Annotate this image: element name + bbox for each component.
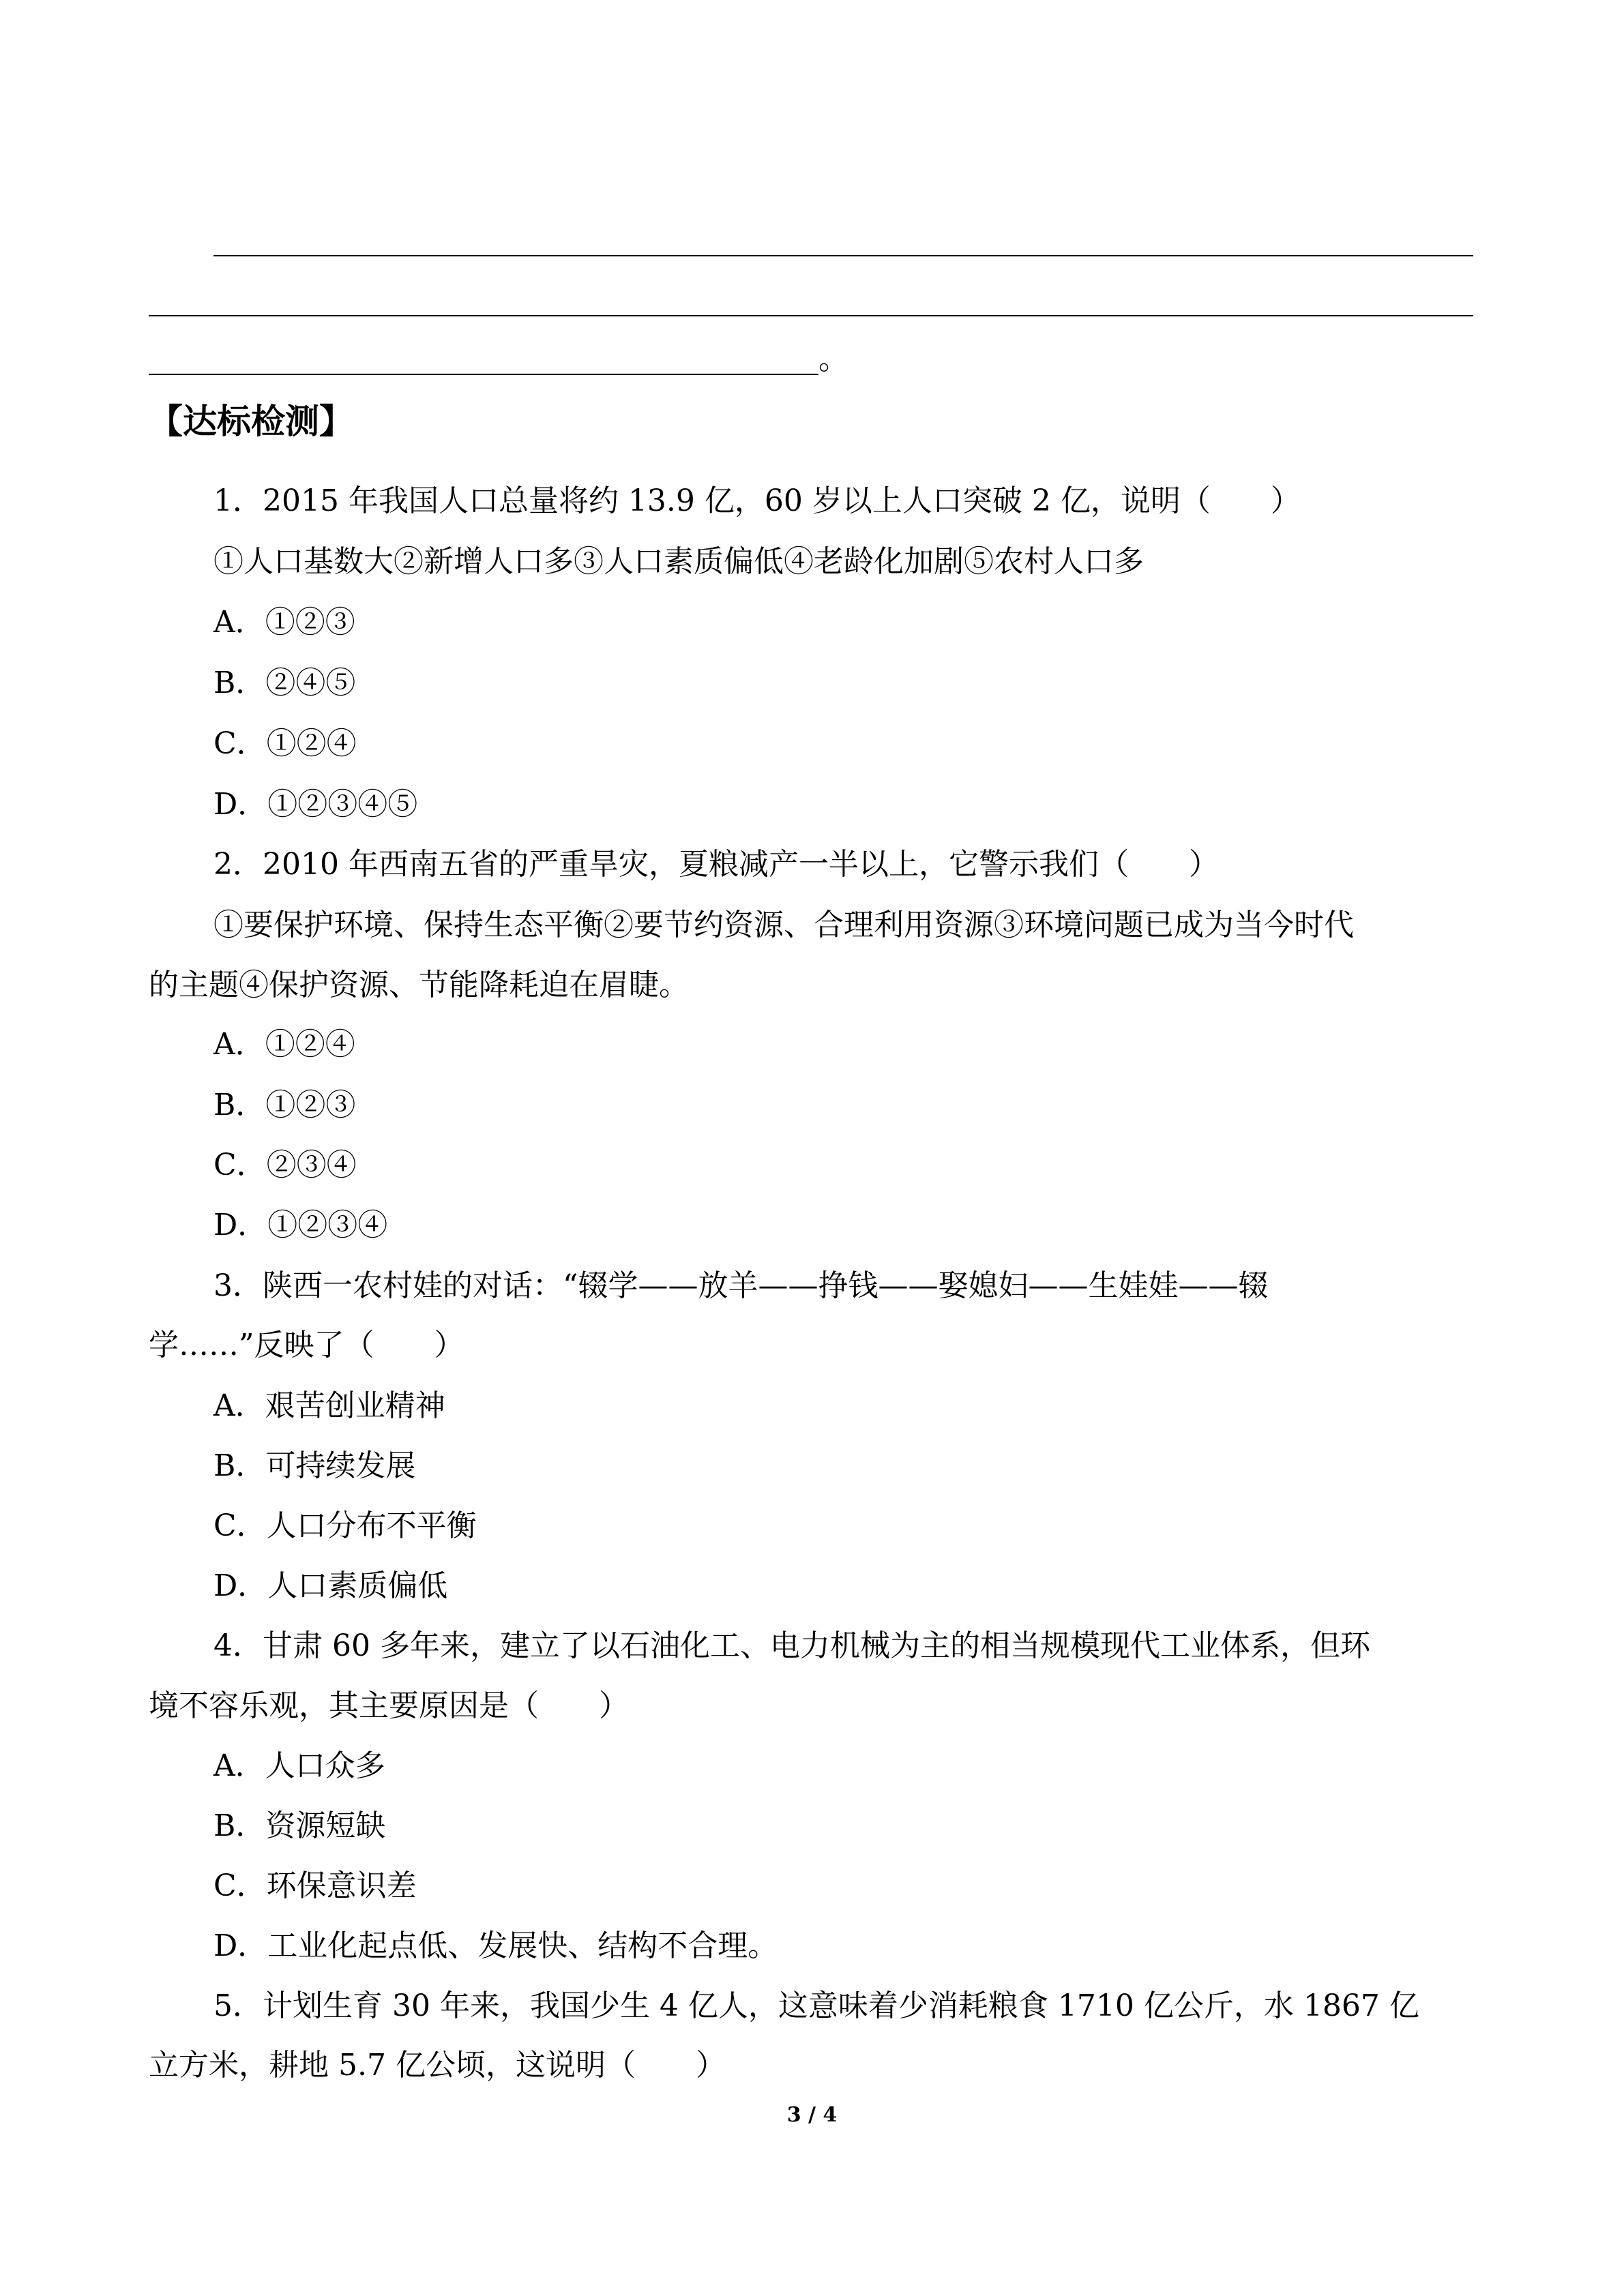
section-heading: 【达标检测】 xyxy=(149,402,353,441)
page-number: 3 / 4 xyxy=(786,2103,838,2127)
question-1-option-c: C．①②④ xyxy=(213,726,357,761)
answer-line-1 xyxy=(213,255,1473,256)
question-1-statements: ①人口基数大②新增人口多③人口素质偏低④老龄化加剧⑤农村人口多 xyxy=(213,544,1144,579)
question-3-option-a: A．艰苦创业精神 xyxy=(213,1388,445,1423)
question-2-option-c: C．②③④ xyxy=(213,1148,357,1182)
question-3-stem: 3．陕西一农村娃的对话：“辍学——放羊——挣钱——娶媳妇——生娃娃——辍 xyxy=(213,1268,1269,1303)
question-5-stem: 5．计划生育 30 年来，我国少生 4 亿人，这意味着少消耗粮食 1710 亿公斤，水 1867 亿 xyxy=(213,1988,1419,2023)
question-4-option-b: B．资源短缺 xyxy=(213,1808,386,1843)
question-3-option-d: D．人口素质偏低 xyxy=(213,1568,448,1603)
question-4-option-a: A．人口众多 xyxy=(213,1748,385,1783)
answer-line-2 xyxy=(149,315,1473,316)
question-2-statements-cont: 的主题④保护资源、节能降耗迫在眉睫。 xyxy=(149,968,689,1002)
question-1-option-d: D．①②③④⑤ xyxy=(213,787,418,822)
question-4-stem: 4．甘肃 60 多年来，建立了以石油化工、电力机械为主的相当规模现代工业体系，但环 xyxy=(213,1628,1370,1663)
question-2-statements: ①要保护环境、保持生态平衡②要节约资源、合理利用资源③环境问题已成为当今时代 xyxy=(213,908,1354,942)
question-4-stem-cont: 境不容乐观，其主要原因是（ ） xyxy=(149,1688,629,1723)
question-3-stem-cont: 学……”反映了（ ） xyxy=(149,1328,464,1362)
question-3-option-b: B．可持续发展 xyxy=(213,1448,416,1483)
question-2-option-d: D．①②③④ xyxy=(213,1208,388,1242)
question-3-option-c: C．人口分布不平衡 xyxy=(213,1508,477,1543)
question-1-option-b: B．②④⑤ xyxy=(213,666,356,700)
answer-period: 。 xyxy=(818,342,848,376)
question-5-stem-cont: 立方米，耕地 5.7 亿公顷，这说明（ ） xyxy=(149,2048,726,2083)
question-2-option-a: A．①②④ xyxy=(213,1027,355,1062)
question-2-option-b: B．①②③ xyxy=(213,1088,356,1122)
answer-line-3 xyxy=(149,374,818,375)
question-4-option-c: C．环保意识差 xyxy=(213,1868,417,1903)
question-4-option-d: D．工业化起点低、发展快、结构不合理。 xyxy=(213,1928,778,1963)
question-1-option-a: A．①②③ xyxy=(213,605,355,640)
question-1-stem: 1．2015 年我国人口总量将约 13.9 亿，60 岁以上人口突破 2 亿，说明（ ） xyxy=(213,483,1301,518)
question-2-stem: 2．2010 年西南五省的严重旱灾，夏粮减产一半以上，它警示我们（ ） xyxy=(213,847,1219,882)
